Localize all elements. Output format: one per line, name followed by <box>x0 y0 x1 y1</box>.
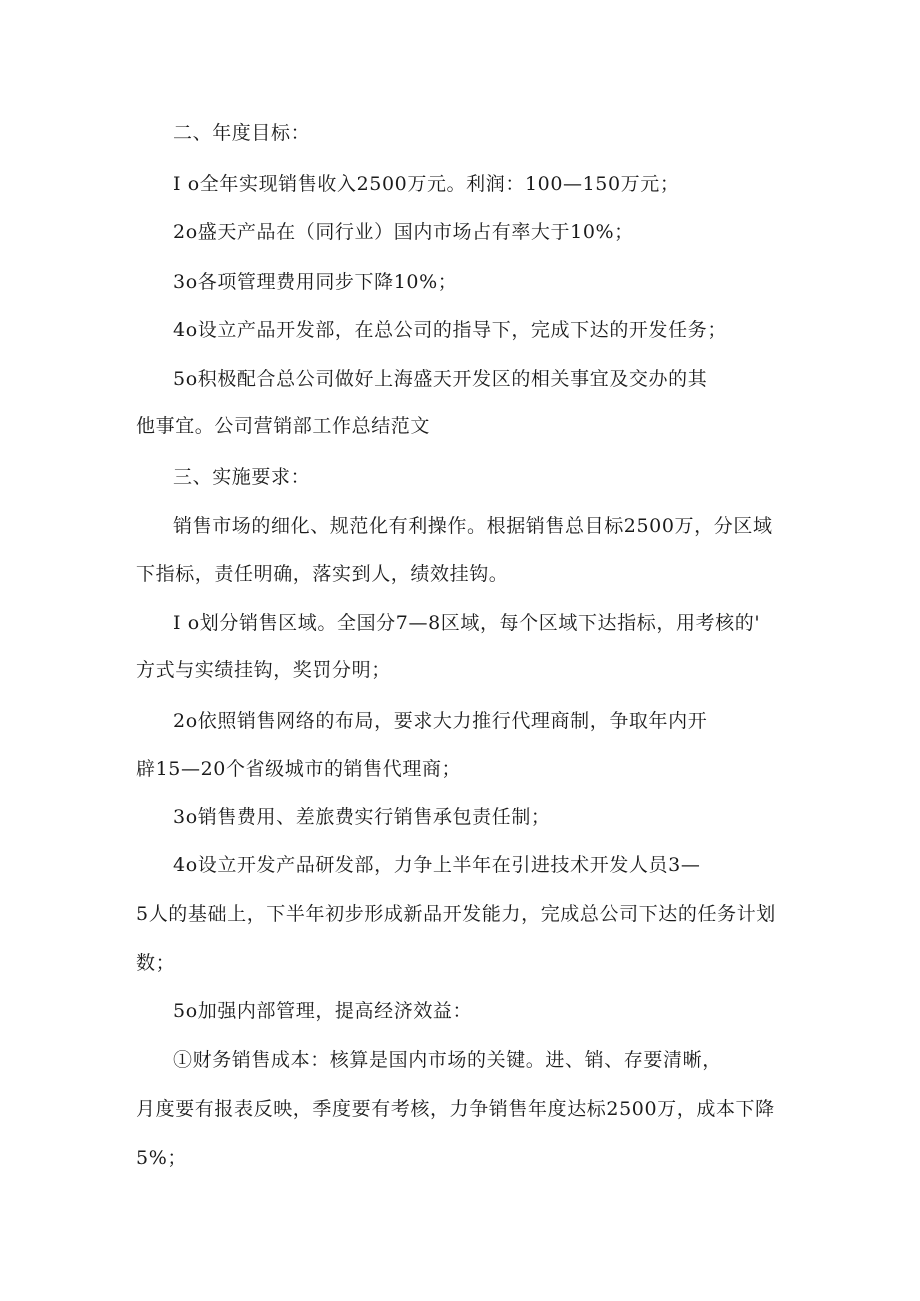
sub-item-financial-cost-continued: 月度要有报表反映，季度要有考核，力争销售年度达标2500万，成本下降 <box>136 1098 775 1120</box>
goal-item-3: 3o各项管理费用同步下降10%； <box>173 271 458 293</box>
requirement-item-4-end: 数； <box>136 952 176 974</box>
sub-item-financial-cost: ①财务销售成本：核算是国内市场的关键。进、销、存要清晰， <box>173 1049 722 1071</box>
goal-item-5: 5o积极配合总公司做好上海盛天开发区的相关事宜及交办的其 <box>173 368 708 390</box>
sub-item-financial-cost-end: 5%； <box>136 1147 187 1169</box>
goal-item-4: 4o设立产品开发部，在总公司的指导下，完成下达的开发任务； <box>173 319 727 341</box>
requirement-item-4: 4o设立开发产品研发部，力争上半年在引进技术开发人员3— <box>173 854 701 876</box>
goal-item-1: I o全年实现销售收入2500万元。利润：100—150万元； <box>173 173 680 195</box>
requirement-item-2-continued: 辟15—20个省级城市的销售代理商； <box>136 758 462 780</box>
requirement-item-2: 2o依照销售网络的布局，要求大力推行代理商制，争取年内开 <box>173 710 708 732</box>
requirement-item-1: I o划分销售区域。全国分7—8区域，每个区域下达指标，用考核的' <box>173 612 761 634</box>
requirement-item-3: 3o销售费用、差旅费实行销售承包责任制； <box>173 806 551 828</box>
paragraph-intro-continued: 下指标，责任明确，落实到人，绩效挂钩。 <box>136 563 509 585</box>
section-heading-implementation: 三、实施要求： <box>173 466 311 488</box>
requirement-item-4-continued: 5人的基础上，下半年初步形成新品开发能力，完成总公司下达的任务计划 <box>136 903 776 925</box>
paragraph-intro: 销售市场的细化、规范化有利操作。根据销售总目标2500万，分区域 <box>173 515 773 537</box>
requirement-item-1-continued: 方式与实绩挂钩，奖罚分明； <box>136 659 391 681</box>
goal-item-5-continued: 他事宜。公司营销部工作总结范文 <box>136 415 431 437</box>
goal-item-2: 2o盛天产品在（同行业）国内市场占有率大于10%； <box>173 221 634 243</box>
requirement-item-5: 5o加强内部管理，提高经济效益： <box>173 1000 473 1022</box>
section-heading-annual-goals: 二、年度目标： <box>173 122 311 144</box>
